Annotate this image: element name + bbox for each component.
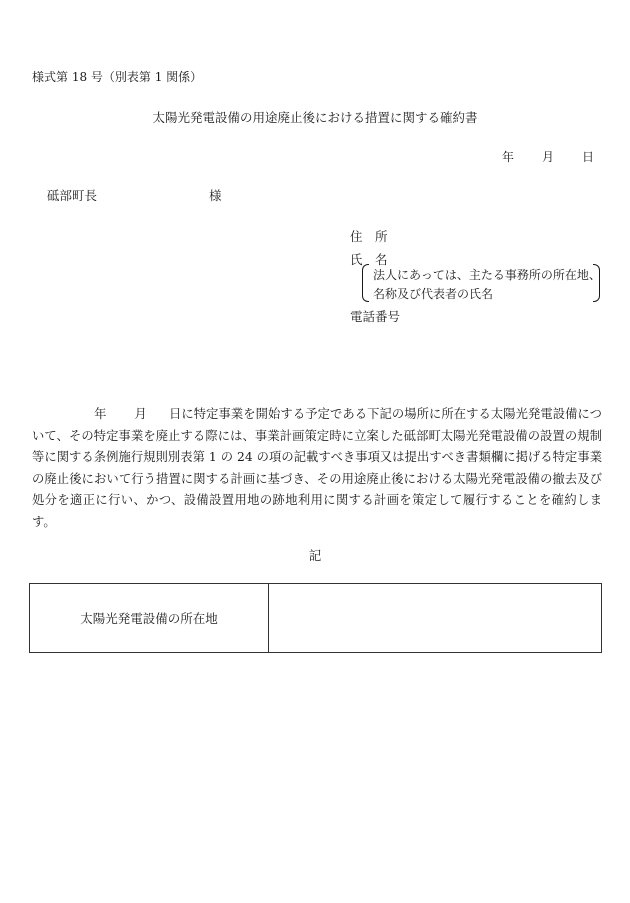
date-day: 日	[581, 150, 594, 164]
ki-heading: 記	[308, 548, 322, 563]
corporate-note-line1: 法人にあっては、主たる事務所の所在地、	[373, 268, 601, 282]
body-month: 月	[134, 407, 147, 421]
location-table	[29, 583, 602, 653]
body-text: 日に特定事業を開始する予定である下記の場所に所在する太陽光発電設備について、その特定事業を廃止する際には、事業計画策定時に立案した砥部町太陽光発電設備の設置の規制等に関する条例施行規則別表第 1 の 24 の項の記載すべき事項又は提出すべき書類欄に掲げる特定事業の廃止後において行う措置に関する計画に基づき、その用途廃止後における太陽光発電設備の撤去及び処分を適正に行い、かつ、設備設置用地の跡地利用に関する計画を策定して履行することを確約します。	[32, 407, 602, 529]
date-year: 年	[501, 150, 514, 164]
corporate-note	[362, 264, 600, 302]
phone-label: 電話番号	[350, 309, 401, 324]
right-bracket	[593, 264, 600, 302]
document-title: 太陽光発電設備の用途廃止後における措置に関する確約書	[152, 110, 478, 125]
name-label: 氏 名	[350, 252, 388, 267]
corporate-note-line2: 名称及び代表者の氏名	[373, 287, 494, 301]
addressee-name: 砥部町長	[47, 188, 98, 203]
form-number: 様式第 18 号（別表第 1 関係）	[32, 70, 203, 84]
location-label: 太陽光発電設備の所在地	[30, 584, 269, 652]
left-bracket	[362, 264, 369, 302]
address-label: 住 所	[350, 229, 388, 244]
location-value	[269, 584, 601, 652]
addressee	[47, 186, 222, 204]
date-month: 月	[541, 150, 554, 164]
pledge-body	[32, 404, 602, 533]
date-line	[502, 148, 594, 165]
addressee-honorific: 様	[209, 188, 222, 203]
body-year: 年	[94, 407, 107, 421]
